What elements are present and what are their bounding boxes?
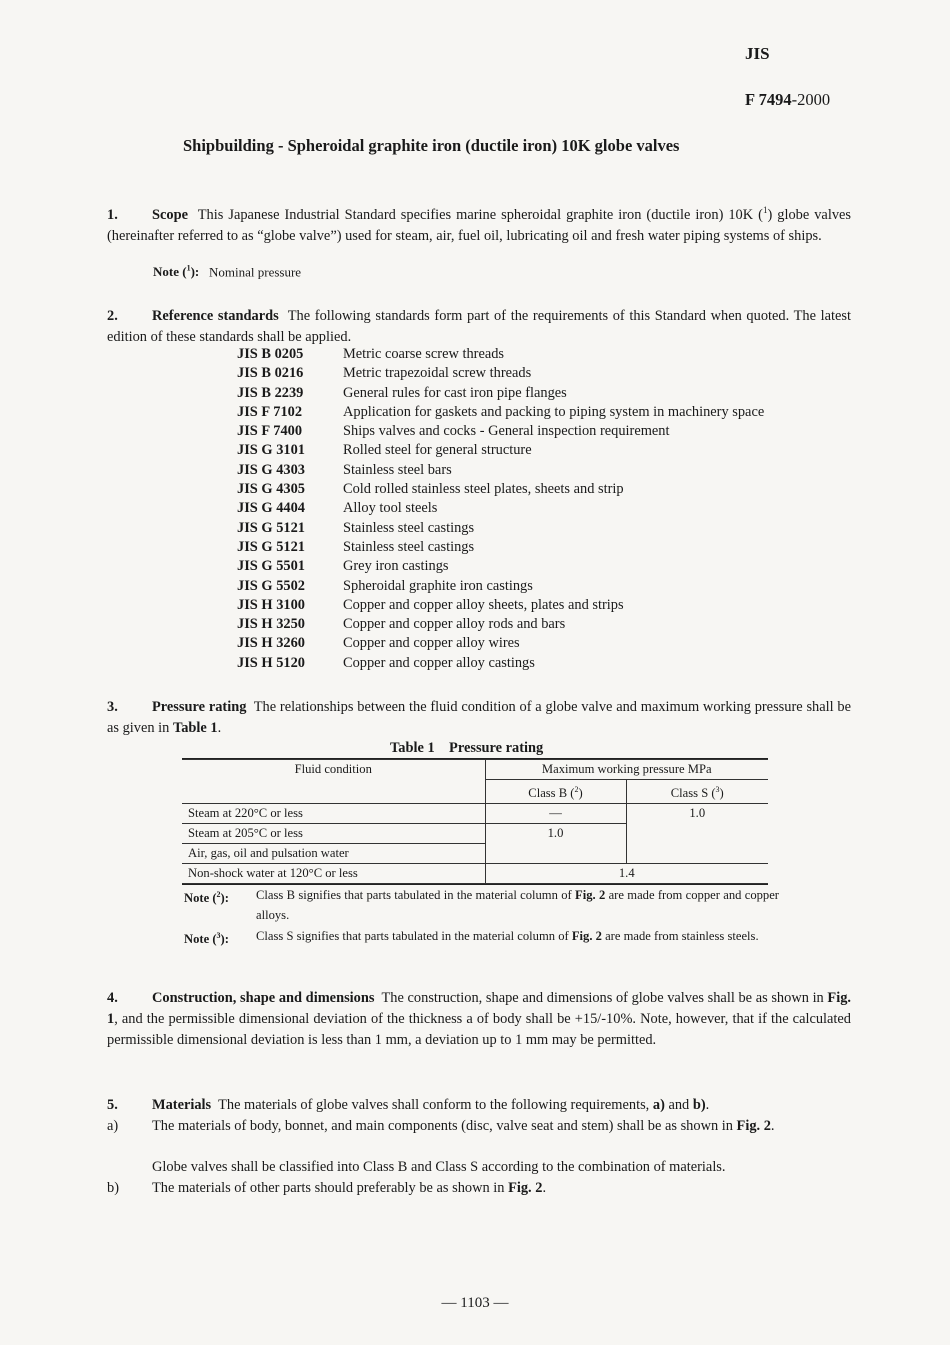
reference-code: JIS G 5121 bbox=[237, 519, 305, 536]
reference-row bbox=[237, 346, 764, 365]
item-a-end: . bbox=[770, 1118, 775, 1134]
cell-class-b: — bbox=[485, 804, 626, 824]
reference-title: Metric trapezoidal screw threads bbox=[343, 365, 532, 382]
note-1-label bbox=[153, 264, 199, 279]
section-3-text-b: . bbox=[217, 720, 222, 736]
reference-code: JIS H 5120 bbox=[237, 654, 305, 671]
header-class-b-sup: 2 bbox=[574, 785, 579, 794]
reference-title: General rules for cast iron pipe flanges bbox=[343, 384, 567, 401]
header-class-b bbox=[485, 780, 626, 804]
section-3-number: 3. bbox=[107, 699, 118, 715]
reference-row bbox=[237, 655, 764, 674]
section-2-number: 2. bbox=[107, 308, 118, 324]
reference-code: JIS H 3100 bbox=[237, 596, 305, 613]
note-3-fig-ref: Fig. 2 bbox=[571, 929, 602, 943]
item-a-body bbox=[152, 1116, 851, 1137]
row-fluid: Non-shock water at 120°C or less bbox=[182, 864, 485, 884]
header-class-s-close: ) bbox=[719, 786, 724, 801]
note-3 bbox=[184, 926, 784, 949]
note-2-text-a: Class B signifies that parts tabulated in the material column of bbox=[256, 888, 576, 902]
note-2-body bbox=[256, 885, 779, 925]
note-2-sup: 2 bbox=[216, 890, 221, 899]
reference-title: Alloy tool steels bbox=[343, 500, 438, 517]
reference-row bbox=[237, 462, 764, 481]
page-number: — 1103 — bbox=[441, 1295, 509, 1311]
reference-code: JIS B 2239 bbox=[237, 384, 304, 401]
note-1 bbox=[153, 264, 301, 280]
section-4-number: 4. bbox=[107, 990, 118, 1006]
note-1-label-close: ): bbox=[190, 264, 200, 280]
header-class-s bbox=[626, 780, 768, 804]
reference-row bbox=[237, 442, 764, 461]
table-1 bbox=[182, 758, 768, 885]
reference-row bbox=[237, 578, 764, 597]
note-3-label-close: ): bbox=[220, 932, 229, 947]
note-2 bbox=[184, 885, 784, 925]
reference-code: JIS F 7102 bbox=[237, 403, 303, 420]
reference-title: Grey iron castings bbox=[343, 558, 449, 575]
reference-row bbox=[237, 520, 764, 539]
reference-title: Copper and copper alloy rods and bars bbox=[343, 616, 566, 633]
reference-title: Copper and copper alloy sheets, plates and strips bbox=[343, 596, 624, 613]
reference-code: JIS G 5121 bbox=[237, 538, 305, 555]
reference-code: JIS B 0205 bbox=[237, 346, 304, 362]
section-2-text: The following standards form part of the requirements of this Standard when quoted. The latest edition of these standards shall be applied. bbox=[107, 308, 851, 345]
header-class-b-label: Class B ( bbox=[528, 786, 575, 801]
section-5-number: 5. bbox=[107, 1097, 118, 1113]
reference-title: Spheroidal graphite iron castings bbox=[343, 577, 533, 594]
section-1-number: 1. bbox=[107, 206, 118, 223]
section-5-item-a bbox=[107, 1116, 851, 1137]
section-5-item-b bbox=[107, 1178, 851, 1199]
reference-code: JIS G 4404 bbox=[237, 500, 305, 517]
row-fluid: Steam at 220°C or less bbox=[182, 804, 485, 824]
item-a-label: a) bbox=[107, 1118, 119, 1134]
section-5-end: . bbox=[705, 1097, 710, 1113]
reference-title: Metric coarse screw threads bbox=[343, 346, 505, 362]
note-1-text: Nominal pressure bbox=[209, 264, 302, 280]
item-a-text: The materials of body, bonnet, and main components (disc, valve seat and stem) shall be as shown in bbox=[152, 1118, 737, 1134]
cell-class-b: 1.0 bbox=[485, 824, 626, 864]
table-row bbox=[182, 804, 768, 824]
reference-title: Copper and copper alloy wires bbox=[343, 635, 520, 652]
section-5-ref-a: a) bbox=[652, 1097, 665, 1113]
section-5-materials bbox=[107, 1095, 851, 1116]
reference-row bbox=[237, 635, 764, 654]
section-1-sup: 1 bbox=[762, 205, 768, 215]
section-4-construction bbox=[107, 988, 851, 1051]
header-class-b-close: ) bbox=[578, 786, 583, 801]
reference-row bbox=[237, 616, 764, 635]
note-2-text-b: are made from copper and copper alloys. bbox=[256, 888, 779, 922]
section-5-ref-b: b) bbox=[692, 1097, 706, 1113]
header-max-pressure: Maximum working pressure MPa bbox=[485, 760, 768, 780]
section-5-and: and bbox=[664, 1097, 693, 1113]
table-header-row bbox=[182, 760, 768, 780]
note-2-label-open: Note ( bbox=[184, 891, 217, 906]
section-1-heading: Scope bbox=[152, 206, 188, 223]
reference-code: JIS F 7400 bbox=[237, 423, 303, 440]
item-a-fig-ref: Fig. 2 bbox=[736, 1118, 771, 1134]
section-3-text-a: The relationships between the fluid condition of a globe valve and maximum working pressure shall be as given in bbox=[107, 699, 852, 736]
reference-title: Copper and copper alloy castings bbox=[343, 654, 535, 671]
section-1-text-a: This Japanese Industrial Standard specifies marine spheroidal graphite iron (ductile iron) 10K ( bbox=[197, 206, 763, 223]
note-3-label bbox=[184, 926, 256, 949]
section-2-reference-standards bbox=[107, 306, 851, 348]
header-class-s-sup: 3 bbox=[715, 785, 720, 794]
reference-code: JIS G 5502 bbox=[237, 577, 305, 594]
cell-class-s: 1.0 bbox=[626, 804, 768, 864]
note-3-text-b: are made from stainless steels. bbox=[601, 929, 759, 943]
reference-row bbox=[237, 481, 764, 500]
section-2-heading: Reference standards bbox=[152, 308, 279, 324]
reference-title: Application for gaskets and packing to piping system in machinery space bbox=[343, 403, 765, 420]
reference-standards-list bbox=[237, 346, 764, 674]
note-3-text-a: Class S signifies that parts tabulated in the material column of bbox=[256, 929, 572, 943]
reference-code: JIS H 3250 bbox=[237, 616, 305, 633]
row-fluid: Steam at 205°C or less bbox=[182, 824, 485, 844]
item-b-text: The materials of other parts should preferably be as shown in bbox=[152, 1180, 509, 1196]
reference-title: Stainless steel castings bbox=[343, 519, 475, 536]
reference-title: Cold rolled stainless steel plates, sheets and strip bbox=[343, 481, 624, 498]
standard-code: F 7494 bbox=[745, 90, 792, 109]
table-1-caption bbox=[390, 740, 543, 757]
section-4-heading: Construction, shape and dimensions bbox=[152, 990, 375, 1006]
note-2-label-close: ): bbox=[220, 891, 229, 906]
section-4-fig-ref: Fig. 1 bbox=[107, 990, 851, 1027]
standard-year: -2000 bbox=[791, 90, 831, 109]
reference-title: Stainless steel castings bbox=[343, 538, 475, 555]
section-4-text-a: The construction, shape and dimensions of globe valves shall be as shown in bbox=[381, 990, 828, 1006]
section-3-heading: Pressure rating bbox=[152, 699, 247, 715]
reference-title: Ships valves and cocks - General inspection requirement bbox=[343, 423, 670, 440]
table-row bbox=[182, 864, 768, 884]
header-class-s-label: Class S ( bbox=[670, 786, 716, 801]
note-1-sup: 1 bbox=[186, 264, 191, 273]
reference-row bbox=[237, 404, 764, 423]
header-jis: JIS bbox=[745, 44, 770, 63]
reference-row bbox=[237, 558, 764, 577]
note-2-fig-ref: Fig. 2 bbox=[575, 888, 606, 902]
section-1-text-b: ) globe valves (hereinafter referred to as “globe valve”) used for steam, air, fuel oil, lubricating oil and fresh water piping systems of ships. bbox=[107, 206, 851, 244]
section-5-text-a: The materials of globe valves shall conform to the following requirements, bbox=[218, 1097, 653, 1113]
note-2-label bbox=[184, 885, 256, 908]
section-1-scope bbox=[107, 200, 851, 247]
reference-row bbox=[237, 385, 764, 404]
note-3-label-open: Note ( bbox=[184, 932, 217, 947]
note-3-body bbox=[256, 926, 779, 946]
item-b-end: . bbox=[542, 1180, 547, 1196]
reference-code: JIS G 4305 bbox=[237, 481, 305, 498]
note-3-sup: 3 bbox=[216, 931, 221, 940]
reference-title: Stainless steel bars bbox=[343, 461, 452, 478]
reference-row bbox=[237, 423, 764, 442]
pressure-rating-table bbox=[182, 759, 768, 884]
item-b-fig-ref: Fig. 2 bbox=[508, 1180, 543, 1196]
item-b-label: b) bbox=[107, 1180, 119, 1196]
section-3-pressure-rating bbox=[107, 697, 851, 739]
reference-code: JIS G 5501 bbox=[237, 558, 305, 575]
reference-code: JIS G 3101 bbox=[237, 442, 305, 459]
reference-row bbox=[237, 597, 764, 616]
row-fluid: Air, gas, oil and pulsation water bbox=[182, 844, 485, 864]
reference-code: JIS H 3260 bbox=[237, 635, 305, 652]
reference-row bbox=[237, 365, 764, 384]
section-4-text-b: , and the permissible dimensional deviation of the thickness a of body shall be +15/-10%. Note, however, that if the calculated permissible dimensional deviation is less than 1 mm, a deviation up to 1 mm may be permitted. bbox=[107, 1011, 851, 1048]
note-1-label-open: Note ( bbox=[153, 264, 187, 280]
reference-title: Rolled steel for general structure bbox=[343, 442, 532, 459]
section-5-heading: Materials bbox=[152, 1097, 212, 1113]
section-3-table-ref: Table 1 bbox=[172, 720, 218, 736]
cell-both-classes: 1.4 bbox=[485, 864, 768, 884]
table-1-caption-title: Pressure rating bbox=[449, 740, 544, 756]
reference-code: JIS B 0216 bbox=[237, 365, 304, 382]
reference-row bbox=[237, 500, 764, 519]
table-1-caption-number: Table 1 bbox=[390, 740, 435, 756]
section-5-item-a-classification: Globe valves shall be classified into Class B and Class S according to the combination of materials. bbox=[152, 1159, 726, 1175]
reference-code: JIS G 4303 bbox=[237, 461, 305, 478]
document-title: Shipbuilding - Spheroidal graphite iron (ductile iron) 10K globe valves bbox=[183, 136, 680, 155]
header-fluid-condition: Fluid condition bbox=[182, 760, 485, 804]
reference-row bbox=[237, 539, 764, 558]
header-standard-number bbox=[745, 90, 830, 110]
